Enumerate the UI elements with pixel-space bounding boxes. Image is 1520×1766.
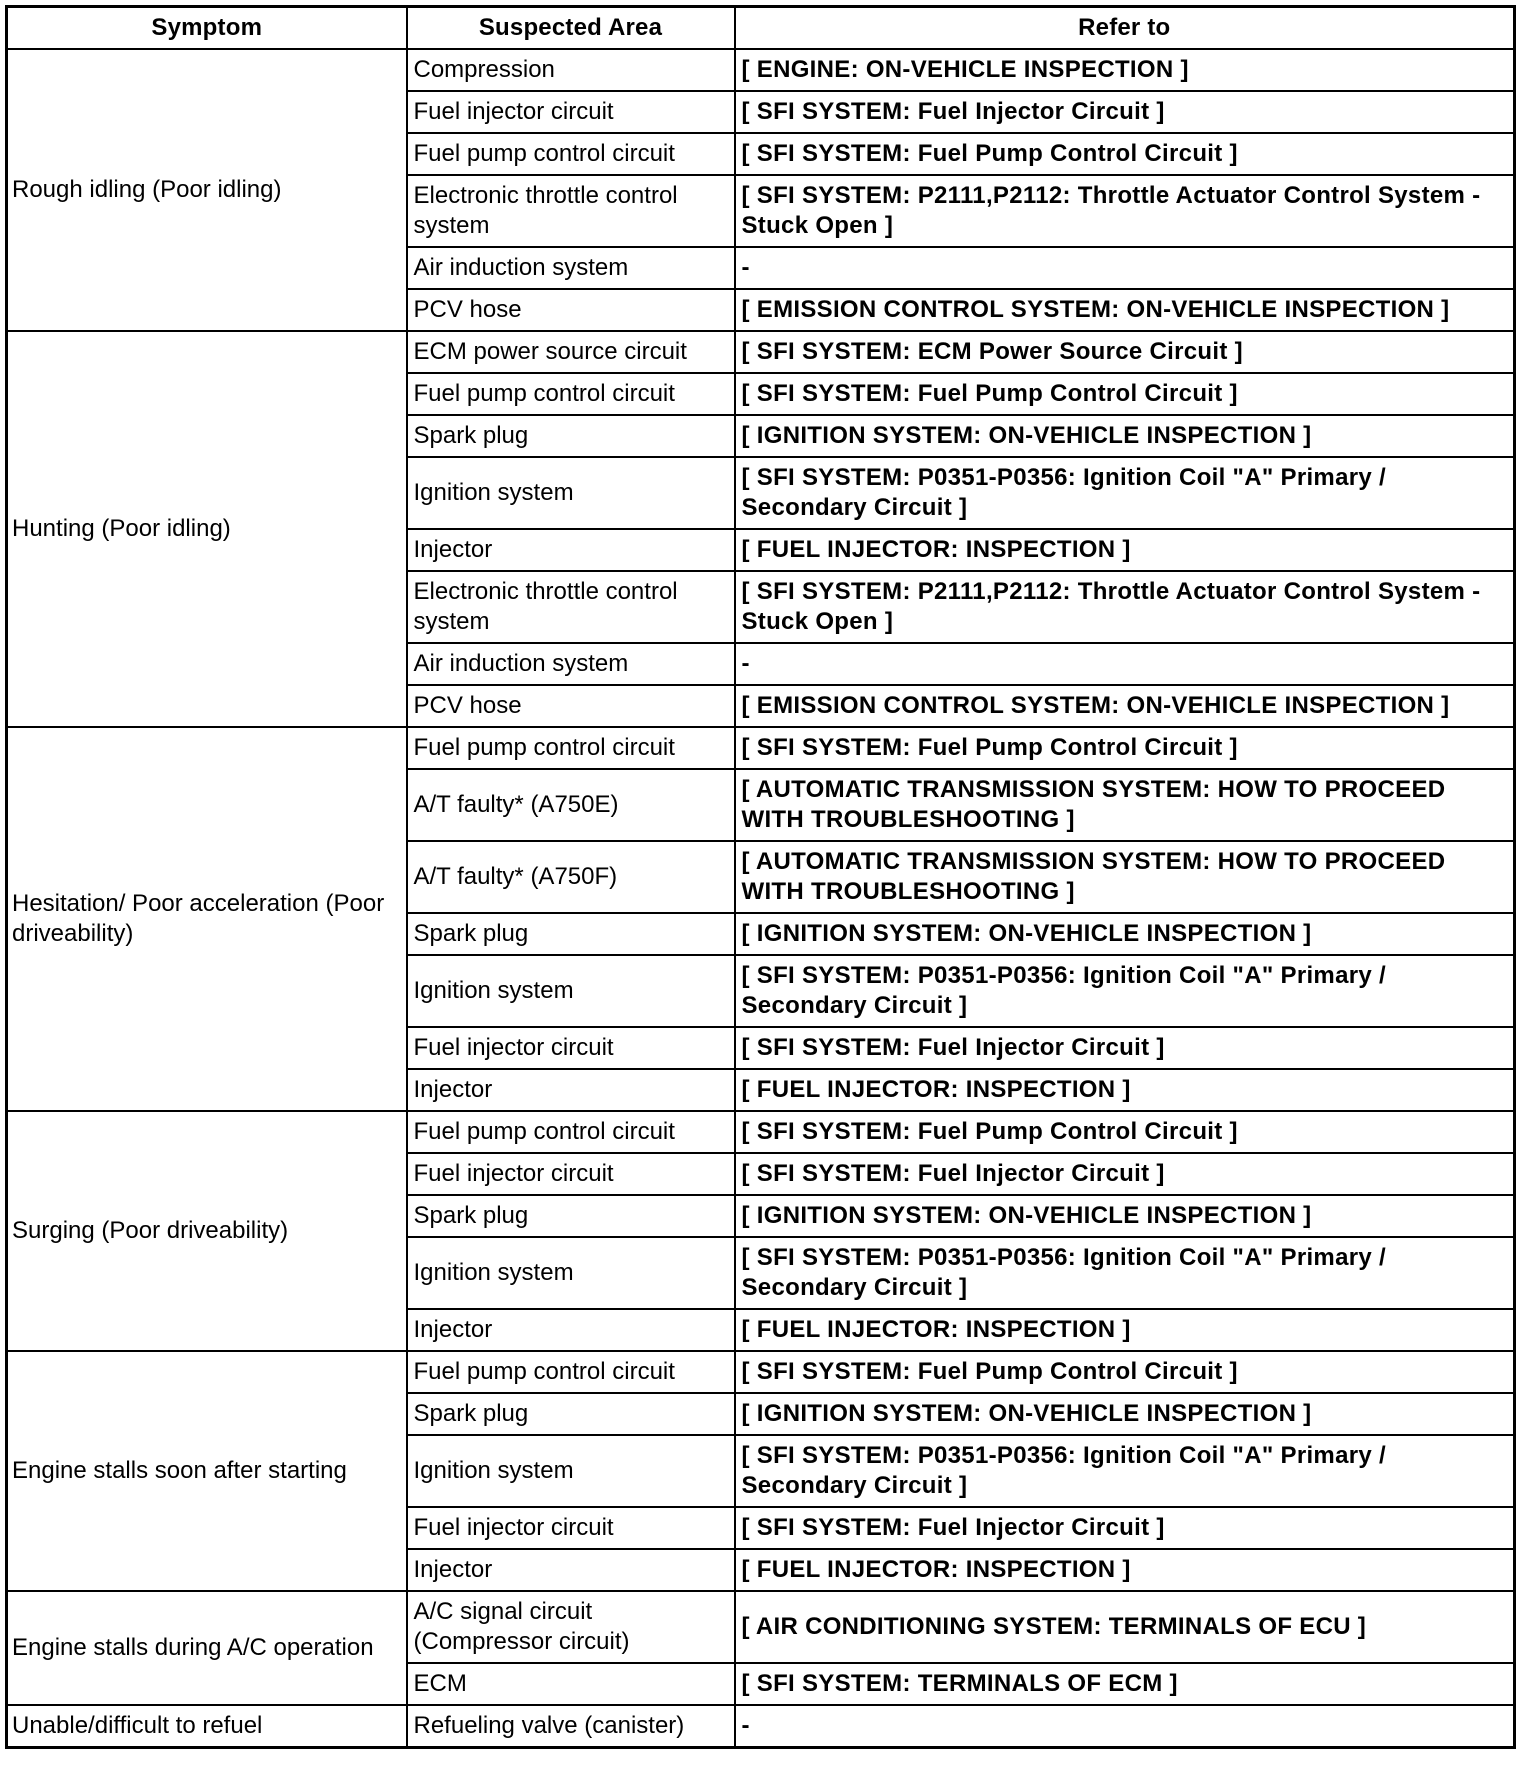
refer-to-link: - <box>735 247 1515 289</box>
refer-to-link[interactable]: [ SFI SYSTEM: P0351-P0356: Ignition Coil "A" Primary / Secondary Circuit ] <box>735 457 1515 529</box>
symptom-cell: Hesitation/ Poor acceleration (Poor driveability) <box>7 727 407 1111</box>
suspected-area-cell: Ignition system <box>407 1435 735 1507</box>
table-body <box>7 49 1515 1748</box>
refer-to-link[interactable]: [ SFI SYSTEM: P2111,P2112: Throttle Actuator Control System - Stuck Open ] <box>735 175 1515 247</box>
refer-to-link[interactable]: [ SFI SYSTEM: Fuel Pump Control Circuit ] <box>735 133 1515 175</box>
header-row <box>7 7 1515 50</box>
refer-to-link[interactable]: [ AUTOMATIC TRANSMISSION SYSTEM: HOW TO PROCEED WITH TROUBLESHOOTING ] <box>735 769 1515 841</box>
suspected-area-cell: Fuel pump control circuit <box>407 373 735 415</box>
suspected-area-cell: Fuel pump control circuit <box>407 1351 735 1393</box>
suspected-area-cell: Fuel injector circuit <box>407 1153 735 1195</box>
refer-to-link[interactable]: [ SFI SYSTEM: Fuel Pump Control Circuit ] <box>735 1111 1515 1153</box>
suspected-area-cell: ECM <box>407 1663 735 1705</box>
refer-to-link[interactable]: [ SFI SYSTEM: P0351-P0356: Ignition Coil "A" Primary / Secondary Circuit ] <box>735 955 1515 1027</box>
refer-to-link[interactable]: [ IGNITION SYSTEM: ON-VEHICLE INSPECTION ] <box>735 1195 1515 1237</box>
suspected-area-cell: Injector <box>407 1549 735 1591</box>
refer-to-link[interactable]: [ SFI SYSTEM: Fuel Pump Control Circuit ] <box>735 373 1515 415</box>
suspected-area-cell: A/C signal circuit (Compressor circuit) <box>407 1591 735 1663</box>
suspected-area-cell: Injector <box>407 1069 735 1111</box>
refer-to-link[interactable]: [ IGNITION SYSTEM: ON-VEHICLE INSPECTION ] <box>735 913 1515 955</box>
suspected-area-cell: Air induction system <box>407 247 735 289</box>
suspected-area-cell: A/T faulty* (A750E) <box>407 769 735 841</box>
table-row <box>7 49 1515 91</box>
refer-to-link[interactable]: [ AIR CONDITIONING SYSTEM: TERMINALS OF ECU ] <box>735 1591 1515 1663</box>
refer-to-link[interactable]: [ IGNITION SYSTEM: ON-VEHICLE INSPECTION ] <box>735 1393 1515 1435</box>
suspected-area-cell: PCV hose <box>407 289 735 331</box>
refer-to-link: - <box>735 1705 1515 1748</box>
refer-to-link[interactable]: [ SFI SYSTEM: Fuel Injector Circuit ] <box>735 91 1515 133</box>
refer-to-link[interactable]: [ SFI SYSTEM: P2111,P2112: Throttle Actuator Control System - Stuck Open ] <box>735 571 1515 643</box>
suspected-area-cell: Fuel injector circuit <box>407 1507 735 1549</box>
symptom-cell: Rough idling (Poor idling) <box>7 49 407 331</box>
table-row <box>7 1705 1515 1748</box>
symptom-cell: Hunting (Poor idling) <box>7 331 407 727</box>
refer-to-link[interactable]: [ SFI SYSTEM: P0351-P0356: Ignition Coil "A" Primary / Secondary Circuit ] <box>735 1435 1515 1507</box>
refer-to-link[interactable]: [ SFI SYSTEM: TERMINALS OF ECM ] <box>735 1663 1515 1705</box>
suspected-area-cell: Ignition system <box>407 457 735 529</box>
refer-to-link[interactable]: [ SFI SYSTEM: Fuel Pump Control Circuit ] <box>735 727 1515 769</box>
refer-to-link[interactable]: [ FUEL INJECTOR: INSPECTION ] <box>735 529 1515 571</box>
table-row <box>7 1351 1515 1393</box>
refer-to-link[interactable]: [ IGNITION SYSTEM: ON-VEHICLE INSPECTION ] <box>735 415 1515 457</box>
refer-to-link: - <box>735 643 1515 685</box>
troubleshooting-table-container <box>5 5 1513 1749</box>
suspected-area-cell: Spark plug <box>407 415 735 457</box>
suspected-area-cell: Injector <box>407 1309 735 1351</box>
header-refer-to: Refer to <box>735 7 1515 50</box>
refer-to-link[interactable]: [ SFI SYSTEM: Fuel Injector Circuit ] <box>735 1027 1515 1069</box>
suspected-area-cell: A/T faulty* (A750F) <box>407 841 735 913</box>
refer-to-link[interactable]: [ AUTOMATIC TRANSMISSION SYSTEM: HOW TO PROCEED WITH TROUBLESHOOTING ] <box>735 841 1515 913</box>
symptom-cell: Unable/difficult to refuel <box>7 1705 407 1748</box>
suspected-area-cell: Fuel pump control circuit <box>407 727 735 769</box>
refer-to-link[interactable]: [ SFI SYSTEM: Fuel Injector Circuit ] <box>735 1507 1515 1549</box>
refer-to-link[interactable]: [ SFI SYSTEM: Fuel Pump Control Circuit ] <box>735 1351 1515 1393</box>
refer-to-link[interactable]: [ FUEL INJECTOR: INSPECTION ] <box>735 1309 1515 1351</box>
table-row <box>7 727 1515 769</box>
suspected-area-cell: Fuel pump control circuit <box>407 133 735 175</box>
header-suspected-area: Suspected Area <box>407 7 735 50</box>
refer-to-link[interactable]: [ SFI SYSTEM: ECM Power Source Circuit ] <box>735 331 1515 373</box>
suspected-area-cell: Ignition system <box>407 955 735 1027</box>
header-symptom: Symptom <box>7 7 407 50</box>
symptom-cell: Engine stalls during A/C operation <box>7 1591 407 1705</box>
suspected-area-cell: Spark plug <box>407 1195 735 1237</box>
table-row <box>7 331 1515 373</box>
suspected-area-cell: Injector <box>407 529 735 571</box>
refer-to-link[interactable]: [ FUEL INJECTOR: INSPECTION ] <box>735 1549 1515 1591</box>
suspected-area-cell: Spark plug <box>407 913 735 955</box>
table-row <box>7 1591 1515 1663</box>
suspected-area-cell: Fuel injector circuit <box>407 1027 735 1069</box>
refer-to-link[interactable]: [ ENGINE: ON-VEHICLE INSPECTION ] <box>735 49 1515 91</box>
symptom-cell: Engine stalls soon after starting <box>7 1351 407 1591</box>
suspected-area-cell: Ignition system <box>407 1237 735 1309</box>
symptom-table <box>5 5 1516 1749</box>
suspected-area-cell: Electronic throttle control system <box>407 571 735 643</box>
suspected-area-cell: Fuel injector circuit <box>407 91 735 133</box>
suspected-area-cell: Electronic throttle control system <box>407 175 735 247</box>
suspected-area-cell: Fuel pump control circuit <box>407 1111 735 1153</box>
refer-to-link[interactable]: [ FUEL INJECTOR: INSPECTION ] <box>735 1069 1515 1111</box>
suspected-area-cell: PCV hose <box>407 685 735 727</box>
symptom-cell: Surging (Poor driveability) <box>7 1111 407 1351</box>
refer-to-link[interactable]: [ EMISSION CONTROL SYSTEM: ON-VEHICLE INSPECTION ] <box>735 685 1515 727</box>
suspected-area-cell: Compression <box>407 49 735 91</box>
table-row <box>7 1111 1515 1153</box>
suspected-area-cell: ECM power source circuit <box>407 331 735 373</box>
refer-to-link[interactable]: [ EMISSION CONTROL SYSTEM: ON-VEHICLE INSPECTION ] <box>735 289 1515 331</box>
refer-to-link[interactable]: [ SFI SYSTEM: P0351-P0356: Ignition Coil "A" Primary / Secondary Circuit ] <box>735 1237 1515 1309</box>
refer-to-link[interactable]: [ SFI SYSTEM: Fuel Injector Circuit ] <box>735 1153 1515 1195</box>
suspected-area-cell: Air induction system <box>407 643 735 685</box>
suspected-area-cell: Refueling valve (canister) <box>407 1705 735 1748</box>
suspected-area-cell: Spark plug <box>407 1393 735 1435</box>
